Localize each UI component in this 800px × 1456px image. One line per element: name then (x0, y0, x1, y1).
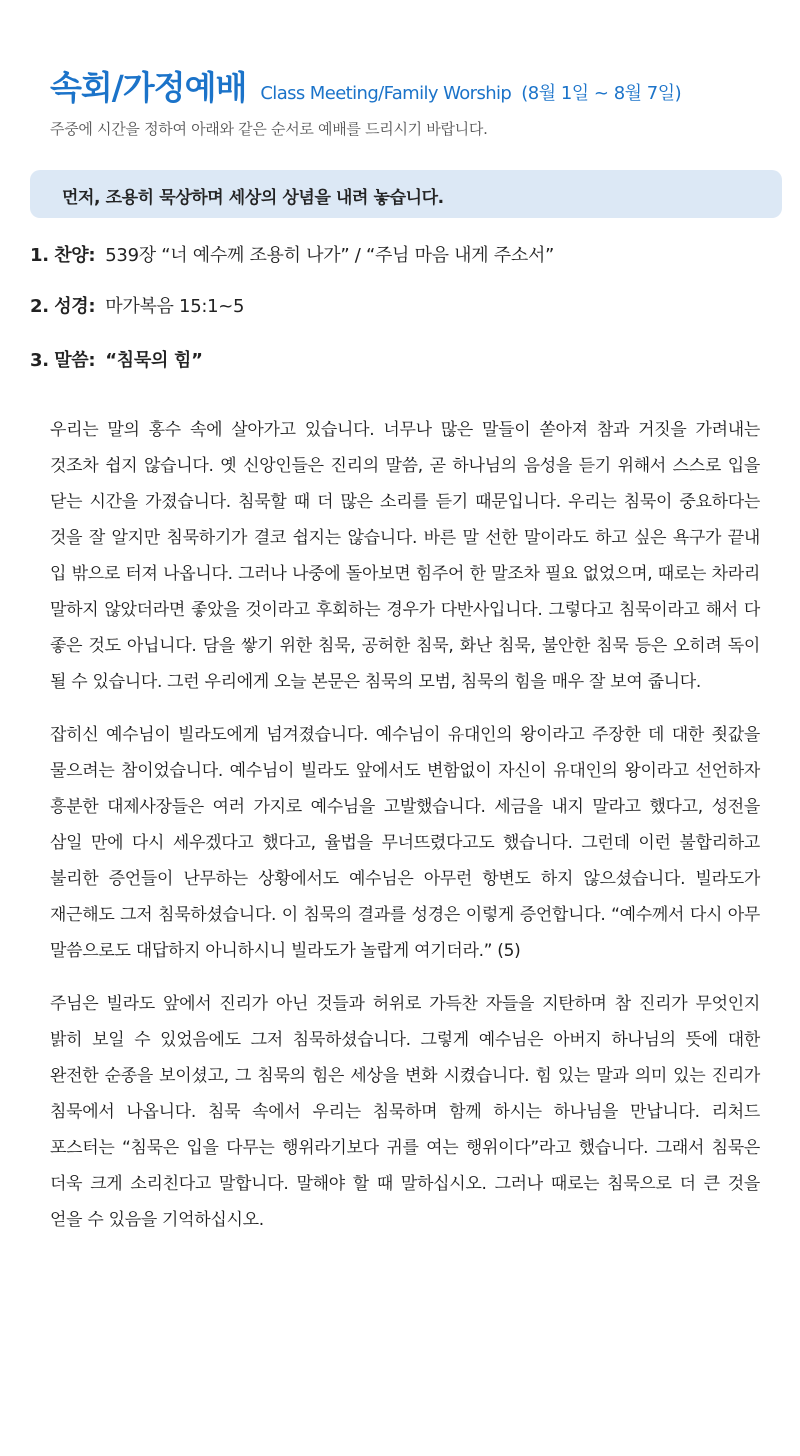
order-item-number: 1. (30, 245, 49, 266)
order-item-hymn (30, 241, 554, 267)
page-title: 속회/가정예배 (50, 68, 247, 107)
sermon-title: “침묵의 힘” (105, 350, 203, 371)
order-item-number: 2. (30, 296, 49, 317)
order-item-scripture (30, 292, 244, 318)
order-item-label: 말씀: (54, 350, 96, 371)
sermon-paragraph: 주님은 빌라도 앞에서 진리가 아닌 것들과 허위로 가득찬 자들을 지탄하며 참 진리가 무엇인지 밝히 보일 수 있었음에도 그저 침묵하셨습니다. 그렇게 예수님은 아버지 하나님의 뜻에 대한 완전한 순종을 보이셨고, 그 침묵의 힘은 세상을 변화 시켰습니다. 힘 있는 말과 의미 있는 진리가 침묵에서 나옵니다. 침묵 속에서 우리는 침묵하며 함께 하시는 하나님을 만납니다. 리처드 포스터는 “침묵은 입을 다무는 행위라기보다 귀를 여는 행위이다”라고 했습니다. 그래서 침묵은 더욱 크게 소리친다고 말합니다. 말해야 할 때 말하십시오. 그러나 때로는 침묵으로 더 큰 것을 얻을 수 있음을 기억하십시오. (50, 994, 760, 1230)
meditation-banner (30, 170, 782, 218)
order-item-label: 성경: (54, 296, 96, 317)
order-item-value: 마가복음 15:1~5 (105, 296, 245, 317)
page-header (50, 62, 780, 109)
sermon-paragraph: 잡히신 예수님이 빌라도에게 넘겨졌습니다. 예수님이 유대인의 왕이라고 주장한 데 대한 죗값을 물으려는 참이었습니다. 예수님이 빌라도 앞에서도 변함없이 자신이 유대인의 왕이라고 선언하자 흥분한 대제사장들은 여러 가지로 예수님을 고발했습니다. 세금을 내지 말라고 했다고, 성전을 삼일 만에 다시 세우겠다고 했다고, 율법을 무너뜨렸다고도 했습니다. 그런데 이런 불합리하고 불리한 증언들이 난무하는 상황에서도 예수님은 아무런 항변도 하지 않으셨습니다. 빌라도가 재근해도 그저 침묵하셨습니다. 이 침묵의 결과를 성경은 이렇게 증언합니다. “예수께서 다시 아무 말씀으로도 대답하지 아니하시니 빌라도가 놀랍게 여기더라.” (5) (50, 725, 760, 961)
order-item-sermon (30, 346, 203, 372)
sermon-paragraph: 우리는 말의 홍수 속에 살아가고 있습니다. 너무나 많은 말들이 쏟아져 참과 거짓을 가려내는 것조차 쉽지 않습니다. 옛 신앙인들은 진리의 말씀, 곧 하나님의 음성을 듣기 위해서 스스로 입을 닫는 시간을 가졌습니다. 침묵할 때 더 많은 소리를 듣기 때문입니다. 우리는 침묵이 중요하다는 것을 잘 알지만 침묵하기가 결코 쉽지는 않습니다. 바른 말 선한 말이라도 하고 싶은 욕구가 끝내 입 밖으로 터져 나옵니다. 그러나 나중에 돌아보면 힘주어 한 말조차 필요 없었으며, 때로는 차라리 말하지 않았더라면 좋았을 것이라고 후회하는 경우가 다반사입니다. 그렇다고 침묵이라고 해서 다 좋은 것도 아닙니다. 담을 쌓기 위한 침묵, 공허한 침묵, 화난 침묵, 불안한 침묵 등은 오히려 독이 될 수 있습니다. 그런 우리에게 오늘 본문은 침묵의 모범, 침묵의 힘을 매우 잘 보여 줍니다. (50, 420, 760, 692)
page-subtitle: 주중에 시간을 정하여 아래와 같은 순서로 예배를 드리시기 바랍니다. (50, 120, 488, 138)
meditation-banner-text: 먼저, 조용히 묵상하며 세상의 상념을 내려 놓습니다. (62, 188, 444, 208)
page-title-english: Class Meeting/Family Worship (260, 83, 512, 104)
order-item-label: 찬양: (54, 245, 96, 266)
date-range: (8월 1일 ~ 8월 7일) (521, 83, 682, 104)
order-item-number: 3. (30, 350, 49, 371)
order-item-value: 539장 “너 예수께 조용히 나가” / “주님 마음 내게 주소서” (105, 245, 555, 266)
sermon-body (50, 412, 760, 1255)
